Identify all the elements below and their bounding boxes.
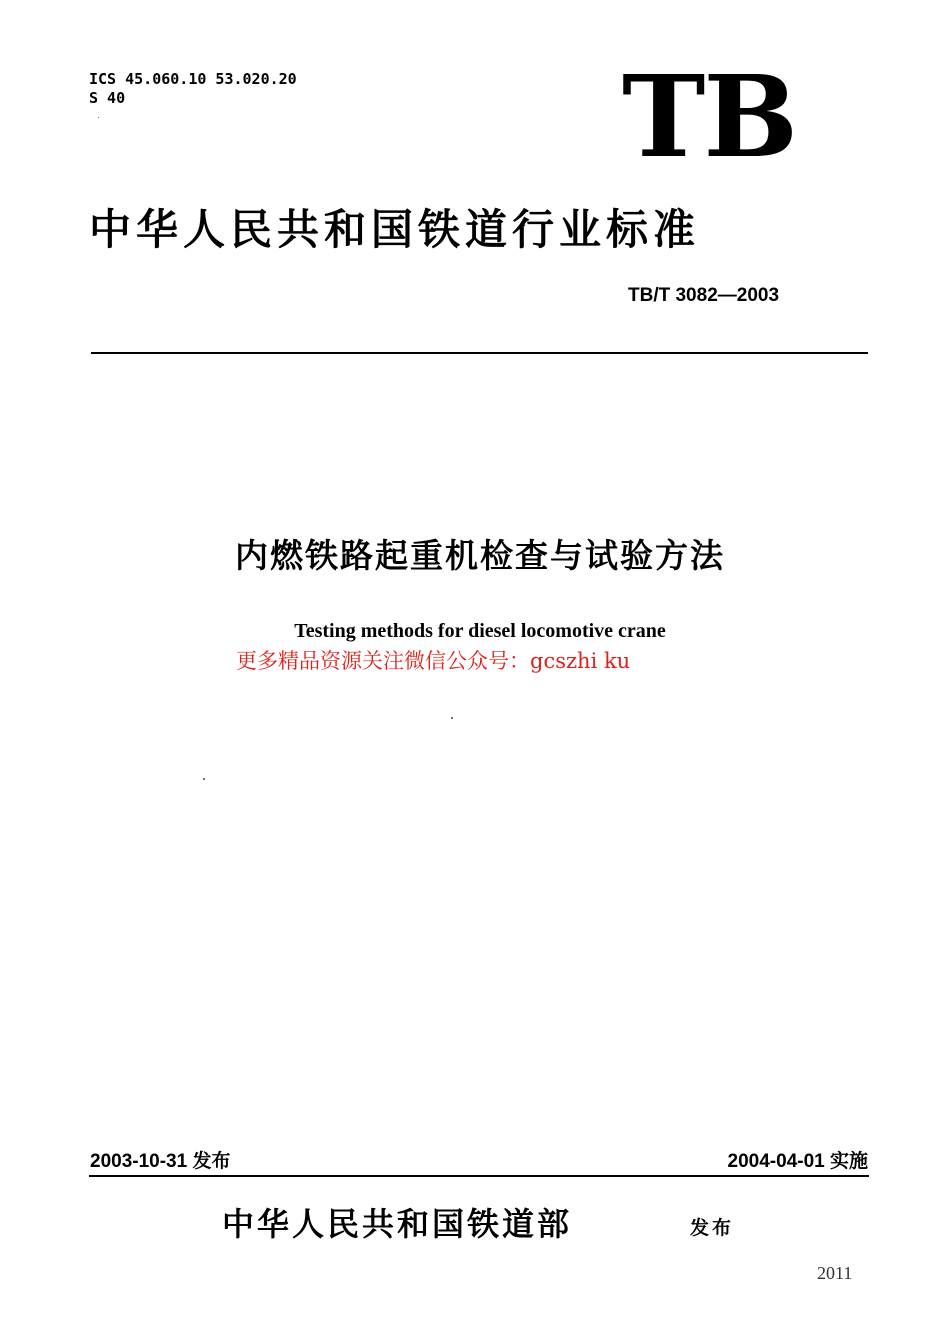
scan-speck bbox=[203, 778, 205, 780]
document-title-cn: 内燃铁路起重机检查与试验方法 bbox=[235, 536, 725, 575]
scan-speck bbox=[98, 117, 99, 118]
scan-speck bbox=[451, 717, 453, 719]
watermark-text: 更多精品资源关注微信公众号：gcszhi ku bbox=[236, 649, 631, 673]
tb-logo: TB bbox=[622, 52, 797, 183]
implementation-date: 2004-04-01 实施 bbox=[727, 1151, 868, 1172]
standard-title: 中华人民共和国铁道行业标准 bbox=[89, 205, 701, 254]
publisher-suffix: 发布 bbox=[690, 1217, 735, 1239]
ccs-code: S 40 bbox=[89, 89, 126, 107]
classification-codes bbox=[89, 70, 297, 108]
ics-code: ICS 45.060.10 53.020.20 bbox=[89, 70, 297, 88]
publisher-name: 中华人民共和国铁道部 bbox=[222, 1205, 573, 1243]
footer-divider bbox=[89, 1175, 869, 1177]
header-divider bbox=[91, 352, 868, 354]
page-mark: 2011 bbox=[817, 1263, 853, 1283]
issue-date: 2003-10-31 发布 bbox=[90, 1151, 231, 1172]
document-title-en: Testing methods for diesel locomotive crane bbox=[294, 620, 666, 642]
standard-number: TB/T 3082—2003 bbox=[628, 285, 780, 306]
